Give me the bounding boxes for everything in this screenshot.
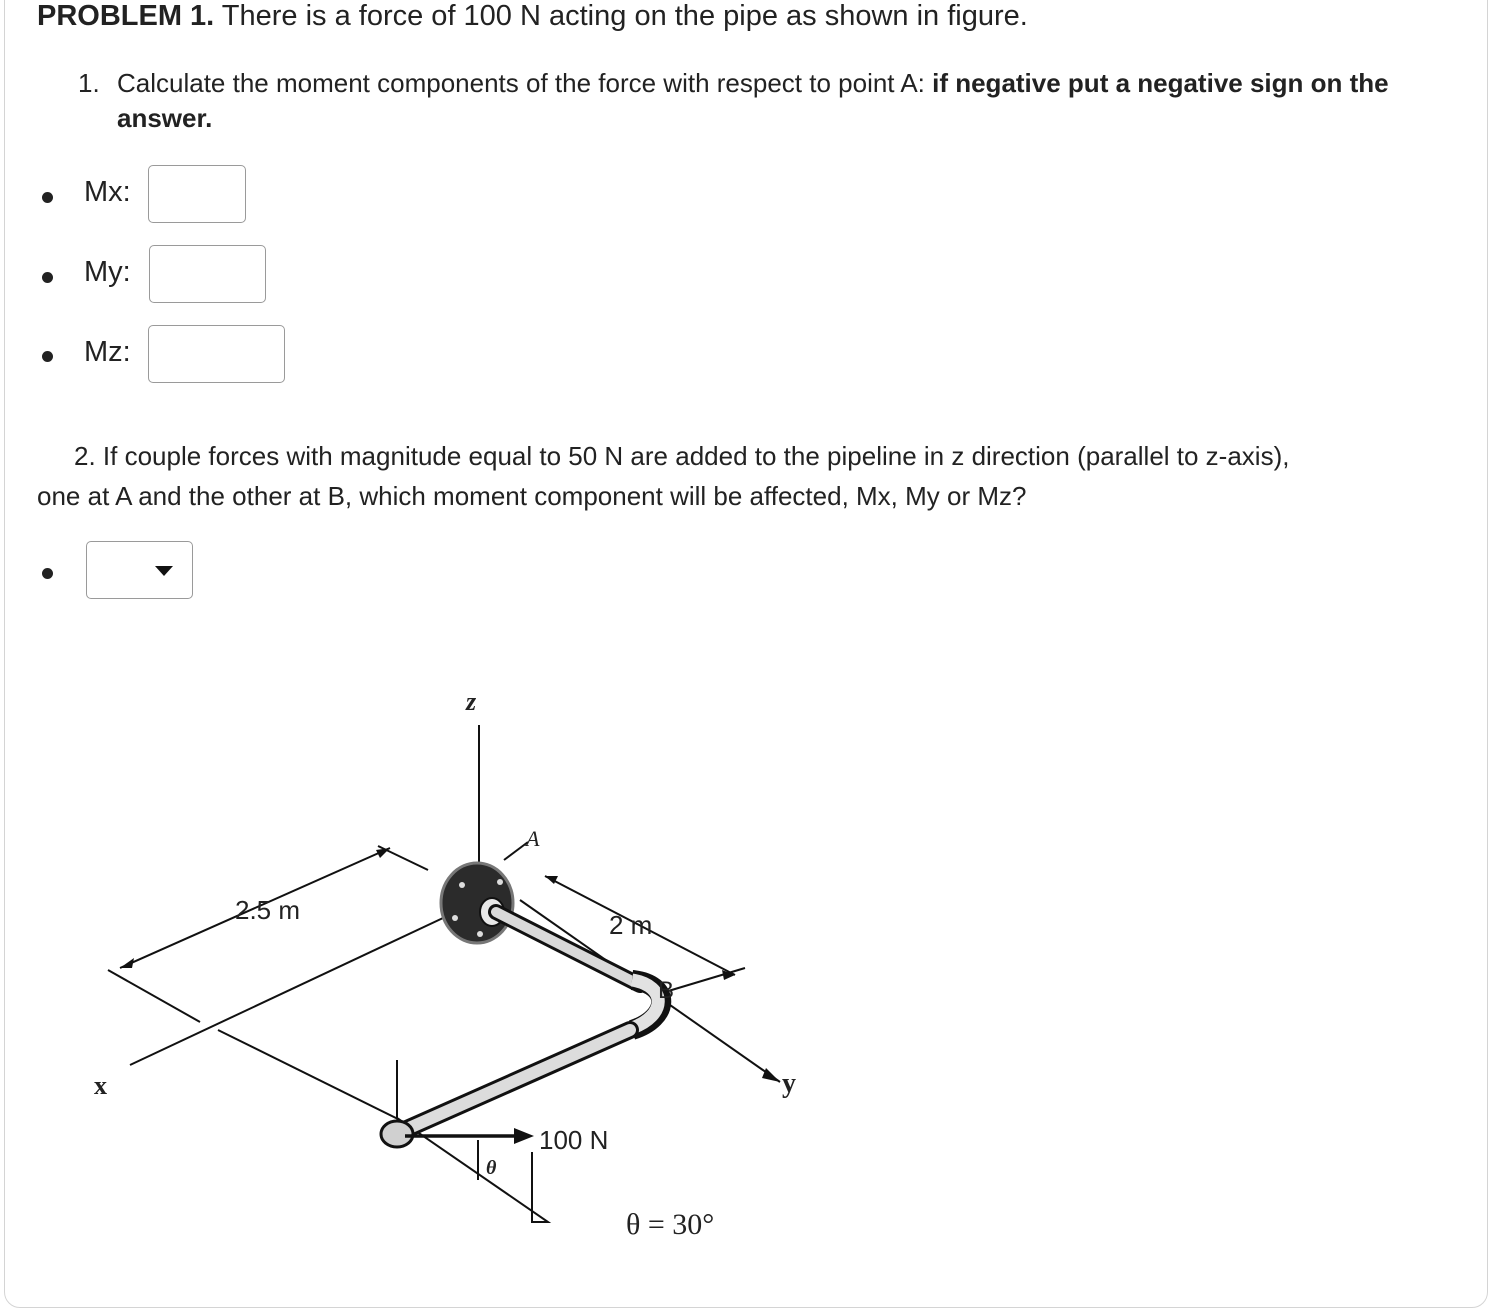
pipe-elbow-B-highlight <box>632 980 658 1028</box>
theta-label: θ <box>486 1157 497 1179</box>
point-B-label: B <box>658 977 675 1004</box>
pipe-segment-end-highlight <box>400 1030 630 1132</box>
dim-2m-ext-right <box>665 968 745 992</box>
mx-label: Mx: <box>84 176 131 208</box>
pipe-end-cap <box>381 1121 413 1147</box>
flange-bolt <box>497 879 503 885</box>
z-label: z <box>466 687 477 716</box>
question-1-bold-text: if negative put a negative sign on the answer. <box>117 68 1389 133</box>
flange-bolt <box>459 882 465 888</box>
question-1-text: Calculate the moment components of the force with respect to point A: <box>117 68 933 98</box>
question-2-line-2: one at A and the other at B, which moment component will be affected, Mx, My or Mz? <box>37 481 1027 511</box>
mz-label: Mz: <box>84 336 131 368</box>
x-axis <box>130 918 443 1065</box>
flange-bolt <box>477 931 483 937</box>
flange-bolt <box>452 915 458 921</box>
y-label: y <box>782 1068 796 1099</box>
dim-2m-label: 2 m <box>609 910 653 940</box>
guide-line-lower <box>218 1030 400 1120</box>
dim-2.5m-label: 2.5 m <box>235 895 301 925</box>
problem-title-bold: PROBLEM 1. <box>37 0 215 32</box>
x-label: x <box>94 1071 107 1100</box>
dim-arrowhead <box>376 848 390 858</box>
point-A-label: A <box>526 826 540 851</box>
force-label: 100 N <box>539 1125 609 1155</box>
lead-A <box>504 842 528 860</box>
question-2-line-1: 2. If couple forces with magnitude equal to 50 N are added to the pipeline in z direction (parallel to z-axis), <box>74 441 1290 471</box>
force-arrowhead <box>514 1128 534 1144</box>
question-1-number: 1. <box>78 68 100 98</box>
dim-2.5m-ext-left <box>108 970 200 1022</box>
my-label: My: <box>84 256 131 288</box>
theta-value-label: θ = 30° <box>626 1208 715 1241</box>
problem-title-text: There is a force of 100 N acting on the pipe as shown in figure. <box>214 0 1028 32</box>
